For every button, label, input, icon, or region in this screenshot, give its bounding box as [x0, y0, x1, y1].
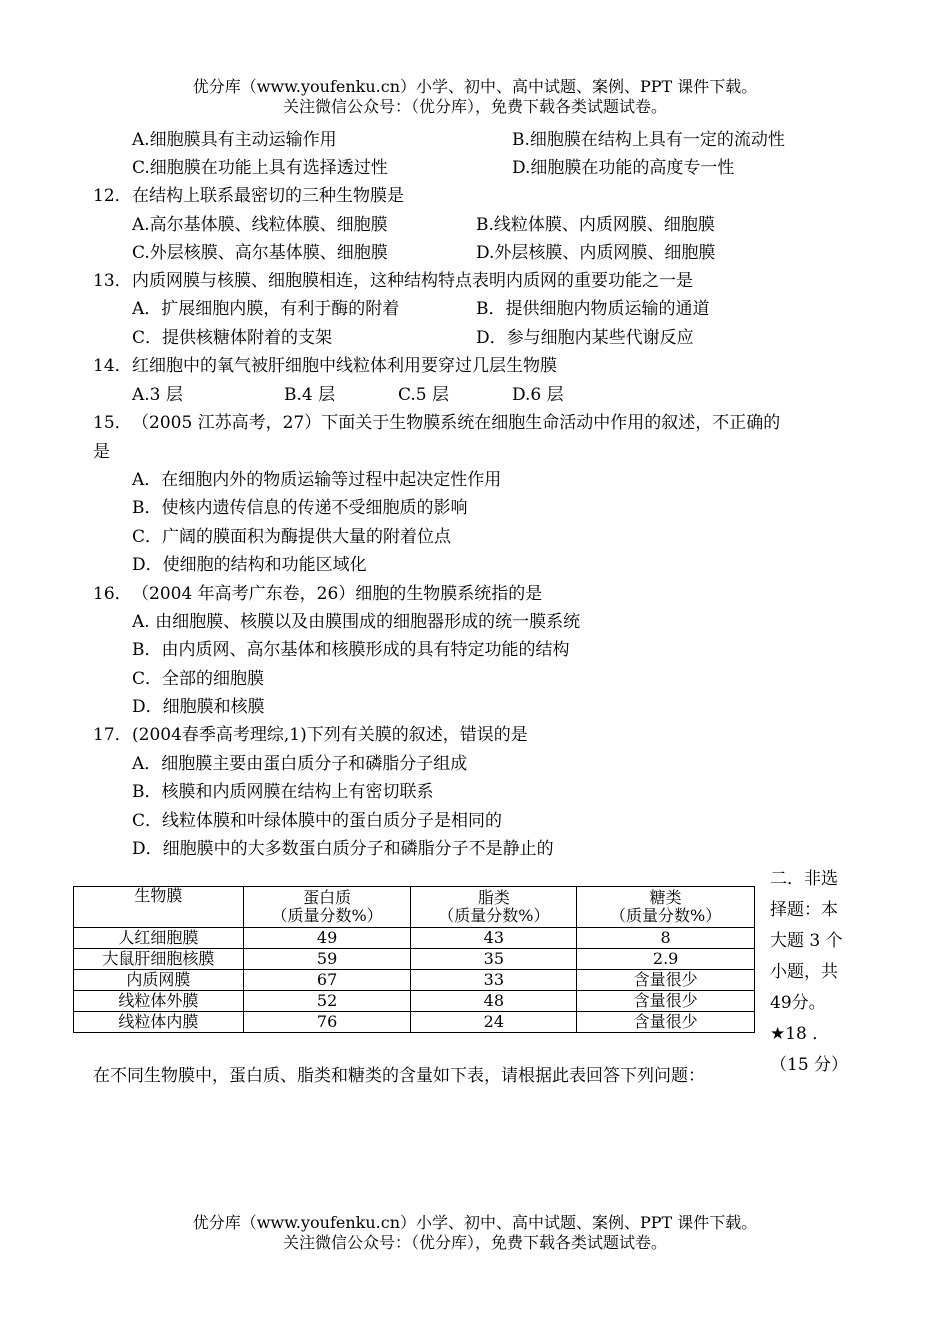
q14-option-c: C.5 层: [398, 385, 450, 405]
table-row: [74, 928, 755, 949]
q15-option-c: C．广阔的膜面积为酶提供大量的附着位点: [132, 527, 452, 547]
q11-option-a: A.细胞膜具有主动运输作用: [132, 130, 337, 150]
q12-option-a: A.高尔基体膜、线粒体膜、细胞膜: [132, 215, 388, 235]
section2-line: 择题：本: [770, 900, 838, 920]
table-header-cell: [243, 887, 411, 928]
header-unit: （质量分数%）: [610, 906, 722, 925]
table-row: [74, 1012, 755, 1033]
q13-number: 13．: [93, 271, 132, 291]
section2-heading: [770, 864, 858, 1081]
section2-line: 二．非选: [770, 869, 838, 889]
header-label: 生物膜: [134, 886, 183, 905]
table-cell: 线粒体外膜: [74, 991, 244, 1012]
q15-option-a: A．在细胞内外的物质运输等过程中起决定性作用: [132, 470, 502, 490]
q17-option-a: A．细胞膜主要由蛋白质分子和磷脂分子组成: [132, 754, 468, 774]
q18-intro: 在不同生物膜中，蛋白质、脂类和糖类的含量如下表，请根据此表回答下列问题：: [93, 1066, 705, 1086]
table-cell: 49: [243, 928, 411, 949]
q17-stem: (2004春季高考理综,1)下列有关膜的叙述，错误的是: [132, 725, 528, 745]
q14-option-d: D.6 层: [512, 385, 564, 405]
page-footer-line1: 优分库（www.youfenku.cn）小学、初中、高中试题、案例、PPT 课件下载。: [192, 1213, 758, 1232]
table-header-row: [74, 887, 755, 928]
table-cell: 8: [577, 928, 755, 949]
page-header-line2: 关注微信公众号：（优分库），免费下载各类试题试卷。: [282, 97, 667, 116]
q11-option-b: B.细胞膜在结构上具有一定的流动性: [512, 130, 785, 150]
q14-option-a: A.3 层: [132, 385, 183, 405]
q15-stem-line1: （2005 江苏高考，27）下面关于生物膜系统在细胞生命活动中作用的叙述，不正确的: [132, 413, 781, 433]
q16-option-b: B．由内质网、高尔基体和核膜形成的具有特定功能的结构: [132, 640, 570, 660]
table-cell: 67: [243, 970, 411, 991]
q16-stem: （2004 年高考广东卷，26）细胞的生物膜系统指的是: [132, 584, 543, 604]
q17-number: 17．: [93, 725, 132, 745]
section2-line: （15 分）: [770, 1055, 849, 1075]
header-unit: （质量分数%）: [271, 906, 383, 925]
table-cell: 35: [411, 949, 577, 970]
q15-option-b: B．使核内遗传信息的传递不受细胞质的影响: [132, 498, 468, 518]
section2-line: 49分。: [770, 993, 826, 1013]
q16-option-a: A. 由细胞膜、核膜以及由膜围成的细胞器形成的统一膜系统: [132, 612, 581, 632]
q12-option-b: B.线粒体膜、内质网膜、细胞膜: [476, 215, 715, 235]
table-row: [74, 991, 755, 1012]
section2-line: 大题 3 个: [770, 931, 843, 951]
table-header-cell: [577, 887, 755, 928]
header-unit: （质量分数%）: [438, 906, 550, 925]
q17-option-d: D．细胞膜中的大多数蛋白质分子和磷脂分子不是静止的: [132, 839, 554, 859]
q12-option-d: D.外层核膜、内质网膜、细胞膜: [476, 243, 716, 263]
header-label: 脂类: [477, 888, 510, 907]
table-cell: 人红细胞膜: [74, 928, 244, 949]
section2-line: ★18 ．: [770, 1024, 830, 1044]
section2-line: 小题，共: [770, 962, 838, 982]
q16-option-c: C．全部的细胞膜: [132, 669, 265, 689]
table-cell: 76: [243, 1012, 411, 1033]
table-cell: 大鼠肝细胞核膜: [74, 949, 244, 970]
q15-stem-line2: 是: [93, 442, 110, 462]
q13-stem: 内质网膜与核膜、细胞膜相连，这种结构特点表明内质网的重要功能之一是: [132, 271, 693, 291]
q11-option-c: C.细胞膜在功能上具有选择透过性: [132, 158, 388, 178]
q14-stem: 红细胞中的氧气被肝细胞中线粒体利用要穿过几层生物膜: [132, 356, 557, 376]
q13-option-a: A．扩展细胞内膜，有利于酶的附着: [132, 299, 400, 319]
header-label: 糖类: [649, 888, 682, 907]
table-cell: 48: [411, 991, 577, 1012]
table-cell: 52: [243, 991, 411, 1012]
q14-number: 14．: [93, 356, 132, 376]
q15-number: 15．: [93, 413, 132, 433]
q16-option-d: D．细胞膜和核膜: [132, 697, 265, 717]
page-header-line1: 优分库（www.youfenku.cn）小学、初中、高中试题、案例、PPT 课件下载。: [192, 77, 758, 96]
page-footer-line2: 关注微信公众号：（优分库），免费下载各类试题试卷。: [282, 1233, 667, 1252]
table-cell: 内质网膜: [74, 970, 244, 991]
table-cell: 43: [411, 928, 577, 949]
q14-option-b: B.4 层: [284, 385, 336, 405]
q17-option-c: C．线粒体膜和叶绿体膜中的蛋白质分子是相同的: [132, 811, 503, 831]
q13-option-b: B．提供细胞内物质运输的通道: [476, 299, 710, 319]
table-header-cell: [74, 887, 244, 928]
q15-option-d: D．使细胞的结构和功能区域化: [132, 555, 367, 575]
table-header-cell: [411, 887, 577, 928]
q17-option-b: B．核膜和内质网膜在结构上有密切联系: [132, 782, 434, 802]
table-cell: 线粒体内膜: [74, 1012, 244, 1033]
table-cell: 33: [411, 970, 577, 991]
q12-number: 12．: [93, 186, 132, 206]
header-label: 蛋白质: [303, 888, 352, 907]
q13-option-d: D．参与细胞内某些代谢反应: [476, 328, 694, 348]
q16-number: 16．: [93, 584, 132, 604]
q12-stem: 在结构上联系最密切的三种生物膜是: [132, 186, 404, 206]
q12-option-c: C.外层核膜、高尔基体膜、细胞膜: [132, 243, 388, 263]
table-cell: 2.9: [577, 949, 755, 970]
q11-option-d: D.细胞膜在功能的高度专一性: [512, 158, 735, 178]
membrane-composition-table: [73, 886, 755, 1033]
table-cell: 含量很少: [577, 1012, 755, 1033]
table-row: [74, 949, 755, 970]
table-cell: 24: [411, 1012, 577, 1033]
table-cell: 含量很少: [577, 991, 755, 1012]
table-cell: 含量很少: [577, 970, 755, 991]
table-row: [74, 970, 755, 991]
table-cell: 59: [243, 949, 411, 970]
q13-option-c: C．提供核糖体附着的支架: [132, 328, 333, 348]
